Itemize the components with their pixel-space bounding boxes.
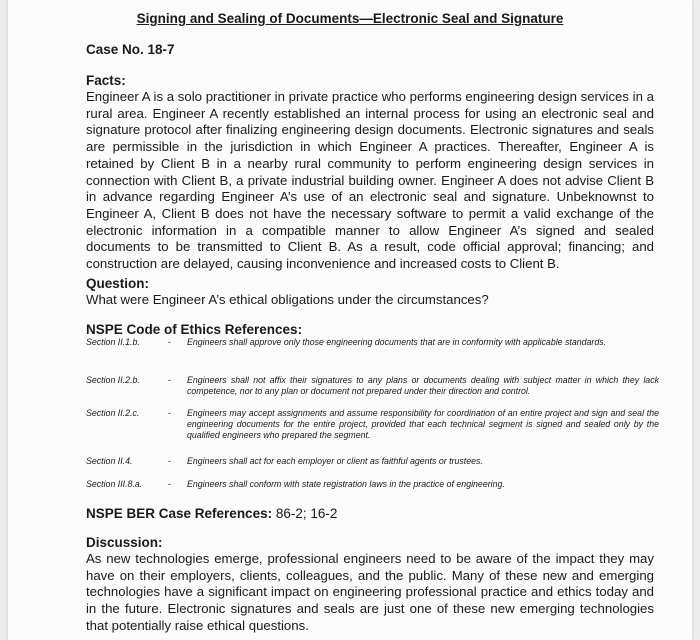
discussion-text: As new technologies emerge, professional engineers need to be aware of the impact they may have on their employers, clients, colleagues, and the public. Many of these new and emerging technologies have a significant impact on engineering professional practice and ethics today and in the future. Electronic signatures and seals are just one of these new emerging technologies that potentially raise ethical questions. [86,551,654,633]
discussion-heading: Discussion: [86,535,163,550]
facts-text: Engineer A is a solo practitioner in private practice who performs engineering design services in a rural area. Engineer A recently established an internal process for using an electronic seal and signature protocol after finalizing engineering design documents. Electronic signatures and seals are permissible in the jurisdiction in which Engineer A practices. Thereafter, Engineer A is retained by Client B in a nearby rural community to perform engineering design services in connection with Client B, a private industrial building owner. Engineer A does not advise Client B in advance regarding Engineer A’s use of an electronic seal and signature. Unbeknownst to Engineer A, Client B does not have the necessary software to permit a valid exchange of the electronic information in a compatible manner to allow Engineer A’s signed and sealed documents to be transmitted to Client B. As a result, code official approval; financing; and construction are delayed, causing inconvenience and increased costs to Client B. [86,89,654,272]
reference-section: Section II.4. [86,456,133,466]
reference-dash: - [168,375,171,385]
reference-text: Engineers may accept assignments and assume responsibility for coordination of an entire project and sign and seal the engineering documents for the entire project, provided that each technical segment is signed and sealed only by the qualified engineers who prepared the segment. [187,408,659,440]
reference-section: Section III.8.a. [86,479,143,489]
reference-section: Section II.2.c. [86,408,140,418]
reference-text: Engineers shall conform with state registration laws in the practice of engineering. [187,479,505,489]
reference-text: Engineers shall not affix their signatures to any plans or documents dealing with subject matter in which they lack competence, nor to any plan or document not prepared under their direction and control. [187,375,659,396]
reference-text: Engineers shall act for each employer or client as faithful agents or trustees. [187,456,483,466]
document-page [8,0,692,640]
reference-dash: - [168,479,171,489]
ber-value: 86-2; 16-2 [272,506,338,521]
reference-dash: - [168,408,171,418]
question-heading: Question: [86,276,149,291]
reference-section: Section II.1.b. [86,337,140,347]
facts-heading: Facts: [86,73,126,88]
question-text: What were Engineer A’s ethical obligations under the circumstances? [86,292,489,307]
reference-section: Section II.2.b. [86,375,140,385]
document-title: Signing and Sealing of Documents—Electronic Seal and Signature [136,11,564,26]
reference-text: Engineers shall approve only those engineering documents that are in conformity with applicable standards. [187,337,607,347]
ber-label: NSPE BER Case References: [86,506,273,521]
reference-dash: - [168,337,171,347]
code-references-heading: NSPE Code of Ethics References: [86,322,303,337]
reference-dash: - [168,456,171,466]
case-number: Case No. 18-7 [86,42,175,57]
ber-case-references [86,506,337,521]
